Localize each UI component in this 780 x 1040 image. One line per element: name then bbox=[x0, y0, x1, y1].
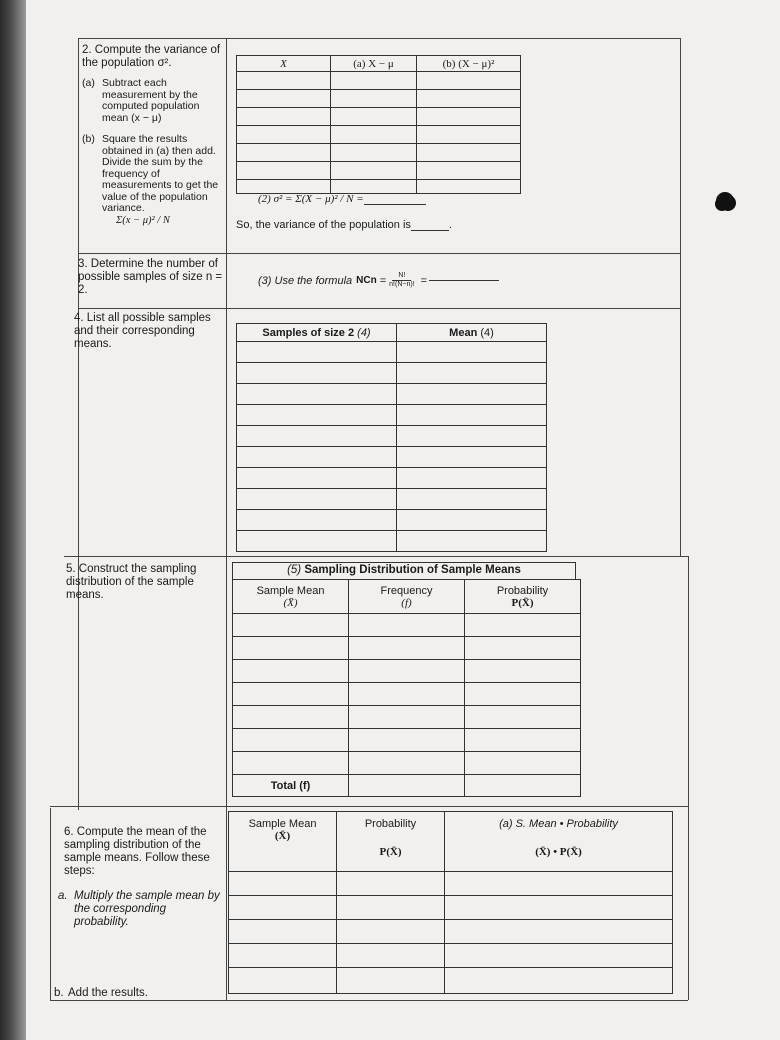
step2-b-formula: Σ(x − μ)² / N bbox=[116, 214, 170, 226]
table-cell[interactable] bbox=[229, 872, 337, 896]
table-cell[interactable] bbox=[237, 384, 397, 405]
table-cell[interactable] bbox=[233, 614, 349, 637]
row-divider-5 bbox=[64, 556, 688, 557]
variance-col-b: (b) (X − μ)² bbox=[417, 56, 521, 72]
step2-b bbox=[82, 134, 222, 215]
variance-conclusion-blank[interactable] bbox=[411, 230, 449, 231]
step3-denominator: n!(N−n)! bbox=[389, 281, 415, 288]
table-cell[interactable] bbox=[397, 342, 547, 363]
table-cell[interactable] bbox=[233, 729, 349, 752]
table-cell[interactable] bbox=[349, 637, 465, 660]
step6-instructions bbox=[58, 826, 220, 929]
sampling-dist-title-num: (5) bbox=[287, 564, 302, 576]
step3-equals: = bbox=[420, 274, 428, 287]
table-cell[interactable] bbox=[397, 363, 547, 384]
table-cell[interactable] bbox=[237, 363, 397, 384]
row-divider-6 bbox=[50, 806, 688, 807]
step2-a-label: (a) bbox=[82, 77, 95, 89]
step6-a-text: Multiply the sample mean by the corresponding probability. bbox=[74, 890, 220, 928]
table-cell[interactable] bbox=[349, 660, 465, 683]
step2-title: 2. Compute the variance of the population σ². bbox=[82, 44, 221, 69]
variance-col-x: X bbox=[237, 56, 331, 72]
table-cell[interactable] bbox=[237, 126, 331, 144]
row-divider-3 bbox=[78, 253, 680, 254]
table-cell[interactable] bbox=[349, 614, 465, 637]
step6-b bbox=[54, 987, 148, 1000]
table-cell[interactable] bbox=[331, 162, 417, 180]
sampling-dist-table bbox=[232, 579, 581, 797]
variance-formula: (2) σ² = Σ(X − μ)² / N = bbox=[258, 193, 364, 205]
table-cell[interactable] bbox=[237, 489, 397, 510]
table-cell[interactable] bbox=[349, 706, 465, 729]
table-cell[interactable] bbox=[233, 752, 349, 775]
table-cell[interactable] bbox=[337, 896, 445, 920]
table-cell[interactable] bbox=[237, 447, 397, 468]
md-col-probability bbox=[337, 812, 445, 872]
sd-col-probability-sym: P(X̄) bbox=[511, 596, 534, 609]
variance-table bbox=[236, 55, 521, 194]
table-cell[interactable] bbox=[445, 896, 673, 920]
table-cell[interactable] bbox=[417, 90, 521, 108]
frame-left-lower bbox=[50, 808, 51, 1000]
step3-title: 3. Determine the number of possible samples of size n = 2. bbox=[78, 258, 223, 296]
sampling-dist-title bbox=[232, 564, 576, 576]
step6-a-label: a. bbox=[58, 890, 68, 902]
step6-title: 6. Compute the mean of the sampling distribution of the sample means. Follow these steps: bbox=[64, 826, 210, 877]
table-cell[interactable] bbox=[233, 637, 349, 660]
row-divider-4 bbox=[78, 308, 680, 309]
step3-combination: NCn bbox=[356, 275, 377, 286]
table-cell[interactable] bbox=[237, 531, 397, 552]
step6-b-text: Add the results. bbox=[68, 987, 148, 999]
table-cell[interactable] bbox=[229, 896, 337, 920]
table-cell[interactable] bbox=[337, 872, 445, 896]
table-cell[interactable] bbox=[417, 72, 521, 90]
table-cell[interactable] bbox=[229, 920, 337, 944]
md-col-sample-mean bbox=[229, 812, 337, 872]
step6-a bbox=[58, 890, 220, 929]
sd-col-probability-label: Probability bbox=[496, 584, 549, 597]
table-cell[interactable] bbox=[331, 144, 417, 162]
samples-col-label: Samples of size 2 bbox=[262, 326, 355, 339]
table-cell[interactable] bbox=[233, 683, 349, 706]
frame-bottom bbox=[50, 1000, 688, 1001]
table-cell[interactable] bbox=[397, 531, 547, 552]
sampling-dist-title-text: Sampling Distribution of Sample Means bbox=[304, 564, 521, 576]
samples-col-samples bbox=[237, 324, 397, 342]
variance-conclusion: So, the variance of the population is bbox=[236, 219, 411, 231]
md-col-sample-mean-label: Sample Mean bbox=[248, 818, 317, 830]
table-cell[interactable] bbox=[237, 342, 397, 363]
frame-left bbox=[78, 38, 79, 810]
table-cell[interactable] bbox=[237, 90, 331, 108]
table-cell[interactable] bbox=[237, 468, 397, 489]
sd-col-frequency-sym: (f) bbox=[401, 596, 412, 609]
step2-a bbox=[82, 78, 222, 124]
table-cell[interactable] bbox=[417, 162, 521, 180]
sd-total-label: Total (f) bbox=[233, 775, 349, 797]
step2-b-label: (b) bbox=[82, 133, 95, 145]
step5-title: 5. Construct the sampling distribution of the sample means. bbox=[66, 563, 197, 601]
table-cell[interactable] bbox=[445, 944, 673, 968]
frame-top bbox=[78, 38, 680, 39]
table-cell[interactable] bbox=[445, 872, 673, 896]
table-cell[interactable] bbox=[465, 752, 581, 775]
step4-title: 4. List all possible samples and their corresponding means. bbox=[74, 312, 211, 350]
table-cell[interactable] bbox=[337, 968, 445, 994]
step3-formula-prefix: (3) Use the formula bbox=[258, 274, 353, 287]
md-col-sample-mean-sym: (X̄) bbox=[274, 830, 291, 842]
step6-b-label: b. bbox=[54, 987, 64, 999]
table-cell[interactable] bbox=[445, 968, 673, 994]
table-cell[interactable] bbox=[237, 180, 331, 194]
md-col-probability-label: Probability bbox=[364, 818, 417, 830]
samples-col-mean bbox=[397, 324, 547, 342]
table-cell[interactable] bbox=[331, 90, 417, 108]
step3-formula-line: (3) Use the formula NCn = $\frac{N!}{n!(N-n)!}$ = bbox=[258, 272, 499, 289]
table-cell[interactable] bbox=[349, 683, 465, 706]
table-cell[interactable] bbox=[237, 405, 397, 426]
table-cell[interactable] bbox=[417, 144, 521, 162]
table-cell[interactable] bbox=[465, 775, 581, 797]
table-cell[interactable] bbox=[397, 468, 547, 489]
table-cell[interactable] bbox=[397, 384, 547, 405]
table-cell[interactable] bbox=[445, 920, 673, 944]
table-cell[interactable] bbox=[465, 706, 581, 729]
sd-col-frequency bbox=[349, 580, 465, 614]
table-cell[interactable] bbox=[237, 144, 331, 162]
table-cell[interactable] bbox=[417, 180, 521, 194]
samples-table bbox=[236, 323, 547, 552]
table-cell[interactable] bbox=[465, 660, 581, 683]
table-cell[interactable] bbox=[417, 108, 521, 126]
table-cell[interactable] bbox=[349, 752, 465, 775]
md-col-product-label: (a) S. Mean • Probability bbox=[499, 818, 618, 830]
table-cell[interactable] bbox=[331, 108, 417, 126]
mean-col-num: (4) bbox=[480, 326, 494, 339]
scanner-shadow-edge bbox=[0, 0, 26, 1040]
table-cell[interactable] bbox=[397, 447, 547, 468]
step3-answer-blank[interactable] bbox=[429, 280, 499, 281]
frame-right-lower bbox=[688, 556, 689, 1000]
step2-a-text: Subtract each measurement by the computed population mean (x − μ) bbox=[102, 77, 200, 124]
variance-col-a: (a) X − μ bbox=[331, 56, 417, 72]
samples-col-num: (4) bbox=[357, 326, 371, 339]
md-col-probability-sym: P(X̄) bbox=[379, 846, 402, 858]
step2-instructions bbox=[82, 44, 222, 226]
table-cell[interactable] bbox=[465, 729, 581, 752]
variance-answer-blank[interactable] bbox=[364, 204, 426, 205]
table-cell[interactable] bbox=[337, 920, 445, 944]
table-cell[interactable] bbox=[397, 405, 547, 426]
table-cell[interactable] bbox=[397, 489, 547, 510]
mean-distribution-table bbox=[228, 811, 673, 994]
table-cell[interactable] bbox=[229, 944, 337, 968]
table-cell[interactable] bbox=[237, 510, 397, 531]
table-cell[interactable] bbox=[237, 426, 397, 447]
ink-blot bbox=[716, 192, 734, 210]
mean-col-label: Mean bbox=[449, 326, 478, 339]
sd-col-sample-mean-sym: (X̄) bbox=[283, 596, 298, 609]
table-cell[interactable] bbox=[349, 729, 465, 752]
table-cell[interactable] bbox=[237, 108, 331, 126]
table-cell[interactable] bbox=[237, 162, 331, 180]
sd-total-value[interactable] bbox=[349, 775, 465, 797]
table-cell[interactable] bbox=[229, 968, 337, 994]
table-cell[interactable] bbox=[237, 72, 331, 90]
sd-col-sample-mean bbox=[233, 580, 349, 614]
table-cell[interactable] bbox=[331, 126, 417, 144]
md-col-product bbox=[445, 812, 673, 872]
sd-col-sample-mean-label: Sample Mean bbox=[256, 584, 325, 597]
table-cell[interactable] bbox=[397, 426, 547, 447]
step3-numerator: N! bbox=[392, 272, 411, 281]
frame-right bbox=[680, 38, 681, 556]
step3-fraction bbox=[389, 272, 414, 289]
table-cell[interactable] bbox=[337, 944, 445, 968]
md-col-product-sym: (X̄) • P(X̄) bbox=[535, 846, 582, 858]
table-cell[interactable] bbox=[465, 637, 581, 660]
table-cell[interactable] bbox=[465, 683, 581, 706]
variance-formula-line bbox=[258, 193, 426, 205]
table-cell[interactable] bbox=[233, 660, 349, 683]
sd-col-probability bbox=[465, 580, 581, 614]
table-cell[interactable] bbox=[233, 706, 349, 729]
table-cell[interactable] bbox=[331, 72, 417, 90]
table-cell[interactable] bbox=[397, 510, 547, 531]
sd-col-frequency-label: Frequency bbox=[380, 584, 433, 597]
variance-conclusion-line: So, the variance of the population is . bbox=[236, 219, 452, 231]
table-cell[interactable] bbox=[331, 180, 417, 194]
table-cell[interactable] bbox=[417, 126, 521, 144]
frame-divider bbox=[226, 38, 227, 1000]
step2-b-text: Square the results obtained in (a) then add. Divide the sum by the frequency of measurements to get the value of the population variance. bbox=[102, 133, 219, 214]
table-cell[interactable] bbox=[465, 614, 581, 637]
